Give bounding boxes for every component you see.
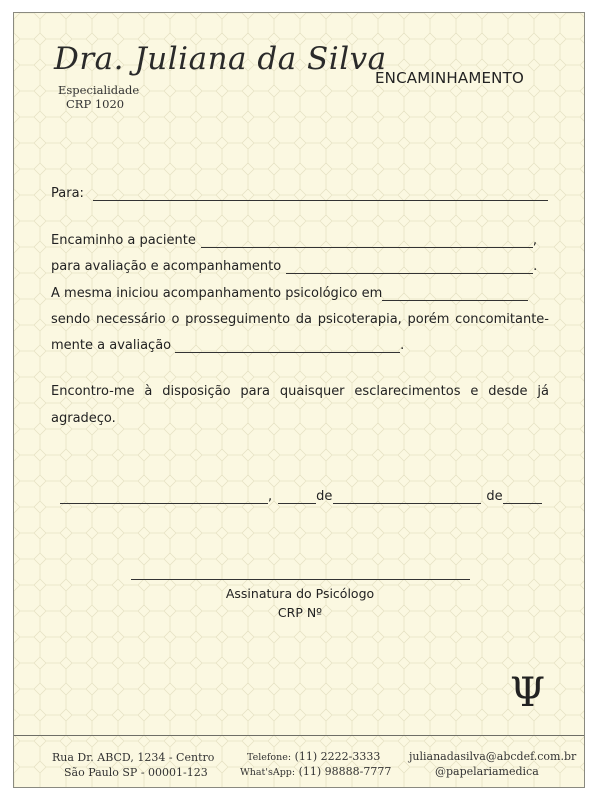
whatsapp-number: (11) 98888-7777 [298,765,392,778]
para-label: Para: [51,186,84,201]
evaluation-end: . [533,259,538,274]
whatsapp-label: What'sApp: [240,767,296,778]
start-row [51,286,528,301]
specialty-label: Especialidade [58,83,140,97]
crp-number: CRP 1020 [66,97,125,111]
evaluation-row [51,259,537,274]
document-sheet [13,12,585,788]
footer-social[interactable]: @papelariamedica [435,765,539,778]
continuation-row: sendo necessário o prosseguimento da psicoterapia, porém concomitante- [51,312,549,327]
para-row [51,186,548,201]
city-blank[interactable] [60,490,268,504]
footer-email[interactable]: julianadasilva@abcdef.com.br [409,750,577,763]
patient-row [51,233,537,248]
phone-label: Telefone: [247,752,292,763]
patient-text: Encaminho a paciente [51,233,196,248]
signature-label: Assinatura do Psicólogo [225,586,375,601]
closing-line-2: agradeço. [51,411,116,426]
footer-address-1: Rua Dr. ABCD, 1234 - Centro [52,751,215,764]
footer-whatsapp-row [240,765,391,778]
evaluation-blank[interactable] [286,260,533,274]
psi-icon: Ψ [510,670,546,716]
footer-phone-row [247,750,380,763]
assessment-blank[interactable] [175,339,400,353]
assessment-row [51,338,404,353]
patient-end: , [532,233,537,248]
date-sep: , [268,489,273,504]
footer-address-2: São Paulo SP - 00001-123 [64,766,208,779]
evaluation-text: para avaliação e acompanhamento [51,259,282,274]
assessment-end: . [400,338,405,353]
date-de-1: de [316,489,333,504]
year-blank[interactable] [503,490,542,504]
date-row [60,489,542,504]
signature-crp: CRP Nº [277,605,323,620]
phone-number: (11) 2222-3333 [294,750,381,763]
start-text: A mesma iniciou acompanhamento psicológico em [51,286,383,301]
patient-blank[interactable] [201,234,533,248]
month-blank[interactable] [333,490,481,504]
closing-line-1: Encontro-me à disposição para quaisquer esclarecimentos e desde já [51,384,549,399]
signature-line[interactable] [131,579,470,580]
document-title: ENCAMINHAMENTO [375,69,524,87]
date-de-2: de [486,489,503,504]
start-date-blank[interactable] [382,287,528,301]
day-blank[interactable] [278,490,316,504]
doctor-name-signature: Dra. Juliana da Silva [54,41,387,77]
assessment-text: mente a avaliação [51,338,172,353]
para-blank[interactable] [93,187,548,201]
footer-divider [14,735,585,736]
